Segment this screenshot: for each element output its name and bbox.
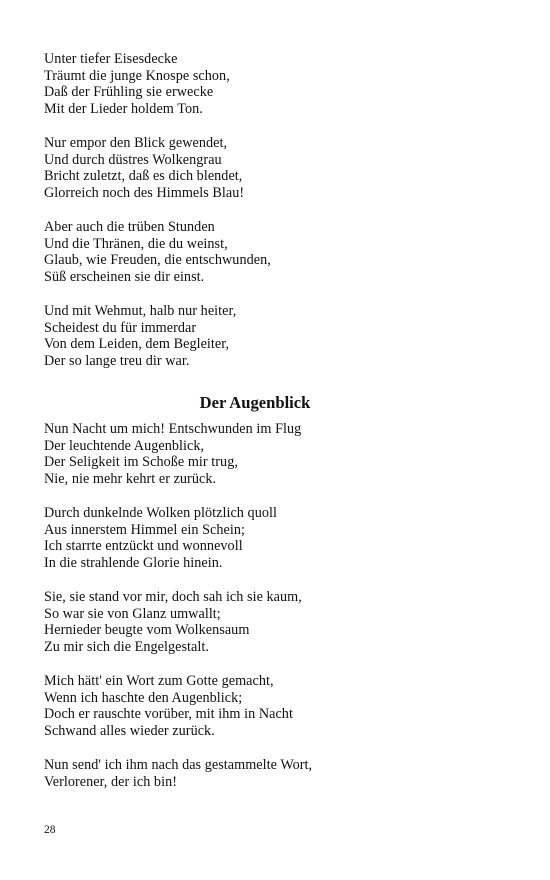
poem-line: Träumt die junge Knospe schon, xyxy=(44,67,230,84)
poem-line: In die strahlende Glorie hinein. xyxy=(44,555,223,572)
page-number: 28 xyxy=(44,824,56,836)
poem-line: Verlorener, der ich bin! xyxy=(44,773,177,790)
poem-stanza xyxy=(44,51,514,118)
poem-line: Nur empor den Blick gewendet, xyxy=(44,135,228,151)
poem-line: Nun Nacht um mich! Entschwunden im Flug xyxy=(44,421,302,437)
poem-line: Hernieder beugte vom Wolkensaum xyxy=(44,622,250,639)
poem-line: Schwand alles wieder zurück. xyxy=(44,723,215,740)
poem-line: So war sie von Glanz umwallt; xyxy=(44,605,221,622)
poem-line: Süß erscheinen sie dir einst. xyxy=(44,269,205,286)
poem-stanza xyxy=(44,303,514,370)
poem-line: Daß der Frühling sie erwecke xyxy=(44,84,214,101)
poem-stanza xyxy=(44,135,514,202)
poem-line: Wenn ich haschte den Augenblick; xyxy=(44,689,243,706)
poem-line: Unter tiefer Eisesdecke xyxy=(44,51,178,67)
poem-line: Scheidest du für immerdar xyxy=(44,319,197,336)
poem-title: Der Augenblick xyxy=(199,393,311,412)
poem-line: Mit der Lieder holdem Ton. xyxy=(44,101,203,118)
poem-line: Aber auch die trüben Stunden xyxy=(44,219,215,235)
poem-line: Ich starrte entzückt und wonnevoll xyxy=(44,538,243,555)
poem-line: Sie, sie stand vor mir, doch sah ich sie kaum, xyxy=(44,589,302,605)
poem-line: Der leuchtende Augenblick, xyxy=(44,437,205,454)
poem-stanza xyxy=(44,589,514,656)
poem-line: Doch er rauschte vorüber, mit ihm in Nacht xyxy=(44,706,293,723)
poem-line: Durch dunkelnde Wolken plötzlich quoll xyxy=(44,505,277,521)
poem-line: Zu mir sich die Engelgestalt. xyxy=(44,639,209,656)
poem-line: Von dem Leiden, dem Begleiter, xyxy=(44,336,230,353)
poem-line: Und die Thränen, die du weinst, xyxy=(44,235,228,252)
poem-stanza xyxy=(44,421,514,488)
poem-line: Mich hätt' ein Wort zum Gotte gemacht, xyxy=(44,673,274,689)
poem-line: Bricht zuletzt, daß es dich blendet, xyxy=(44,168,243,185)
poem-line: Der so lange treu dir war. xyxy=(44,353,190,370)
poem-line: Der Seligkeit im Schoße mir trug, xyxy=(44,454,238,471)
poem-line: Und mit Wehmut, halb nur heiter, xyxy=(44,303,237,319)
poem-stanza xyxy=(44,219,514,286)
poem-stanza xyxy=(44,757,514,790)
poem-line: Nie, nie mehr kehrt er zurück. xyxy=(44,471,217,488)
poem-line: Glorreich noch des Himmels Blau! xyxy=(44,185,245,202)
poem-line: Und durch düstres Wolkengrau xyxy=(44,151,222,168)
poem-line: Nun send' ich ihm nach das gestammelte Wort, xyxy=(44,757,313,773)
poem-line: Glaub, wie Freuden, die entschwunden, xyxy=(44,252,271,269)
poem-stanza xyxy=(44,673,514,740)
poem-stanza xyxy=(44,505,514,572)
poem-line: Aus innerstem Himmel ein Schein; xyxy=(44,521,245,538)
